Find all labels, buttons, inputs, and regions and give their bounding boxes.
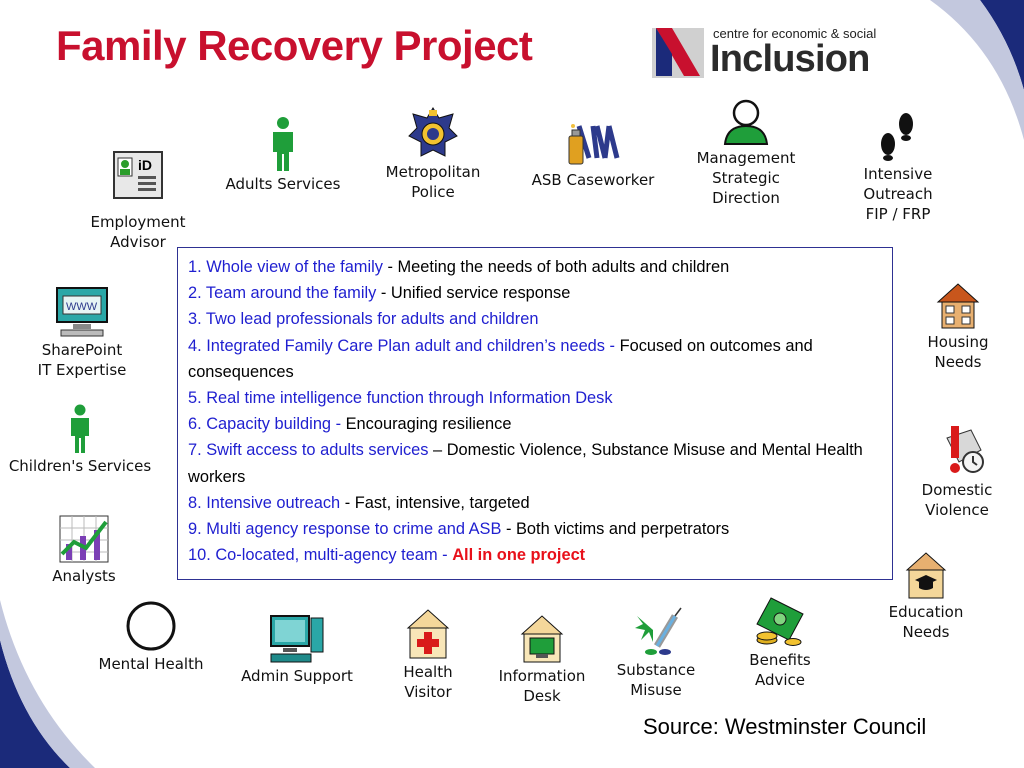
label-line: SharePoint [41,341,123,359]
label-line: Metropolitan [385,163,481,181]
label-line: Visitor [404,683,452,701]
footprints-icon [874,112,922,162]
actor-sharepoint [30,286,134,380]
actor-housing-needs [913,280,1003,372]
label-line: ASB Caseworker [531,171,655,189]
actor-childrens-services [5,404,155,476]
alert-clock-icon [929,424,985,478]
principle-item [188,411,882,437]
label-line: Police [411,183,455,201]
label-line: IT Expertise [37,361,127,379]
manager-person-icon [721,96,771,146]
principles-box [177,247,893,580]
principle-item [188,306,882,332]
actor-employment-advisor [88,150,188,252]
principle-detail: - Fast, intensive, targeted [340,493,530,512]
label-line: Outreach [863,185,933,203]
school-house-icon [903,550,949,600]
police-badge-icon [407,106,459,160]
label-line: Children's Services [8,457,152,475]
svg-text:iD: iD [138,157,152,173]
label-line: Misuse [630,681,682,699]
line-chart-icon [58,514,110,564]
principle-lead: 8. Intensive outreach [188,493,341,512]
id-card-icon [112,150,164,202]
label-line: Substance [616,661,696,679]
actor-benefits-advice [738,596,822,690]
principle-lead: 2. Team around the family [188,284,377,303]
label-line: Adults Services [225,175,341,193]
actor-information-desk [490,614,594,706]
principle-detail: - Unified service response [376,284,571,303]
actor-admin-support [234,614,360,686]
inclusion-logo [652,24,902,82]
principle-item [188,490,882,516]
label-line: Domestic [921,481,993,499]
principle-lead: 6. Capacity building - [188,415,346,434]
principle-lead: 4. Integrated Family Care Plan adult and children’s needs - [188,336,620,355]
actor-adults-services [218,116,348,194]
syringe-icon [629,606,683,658]
actor-management [690,96,802,208]
actor-mental-health [92,600,210,674]
label-line: Desk [523,687,561,705]
principle-lead: 7. Swift access to adults services [188,441,429,460]
label-line: Mental Health [98,655,204,673]
money-icon [753,596,807,648]
principle-item [188,254,882,280]
logo-name: Inclusion [710,38,870,80]
actor-asb-caseworker [523,118,663,190]
child-person-icon [67,404,93,454]
actor-education-needs [880,550,972,642]
principle-detail: - Meeting the needs of both adults and children [382,258,730,276]
label-line: Employment [90,213,186,231]
inclusion-logo-mark-icon [652,24,708,80]
label-line: Information [498,667,586,685]
house-icon [934,280,982,330]
svg-text:WWW: WWW [66,301,98,313]
principle-lead: 1. Whole view of the family [188,258,383,276]
label-line: Advice [754,671,806,689]
principle-detail: – Domestic Violence, Substance Misuse and Mental Health workers [188,441,863,486]
label-line: Analysts [52,567,116,585]
source-note: Source: Westminster Council [643,714,927,739]
info-desk-house-icon [520,614,564,664]
actor-analysts [40,514,128,586]
logo-tagline: centre for economic & social [713,26,877,41]
circle-icon [124,600,178,652]
principle-item [188,542,882,568]
www-computer-icon [55,286,109,338]
label-line: Health [403,663,453,681]
hospital-icon [406,608,450,660]
principle-lead: 9. Multi agency response to crime and ASB [188,520,502,539]
principle-emphasis: All in one project [452,546,586,565]
label-line: Violence [925,501,989,519]
label-line: Housing [927,333,989,351]
principle-item [188,280,882,306]
page-title: Family Recovery Project [56,22,533,69]
principle-item [188,385,882,411]
graffiti-spray-icon [565,118,621,168]
label-line: Needs [934,353,982,371]
principle-lead: 10. Co-located, multi-agency team - [188,546,453,565]
principle-item [188,516,882,542]
principle-item [188,333,882,385]
label-line: Admin Support [241,667,353,685]
label-line: Intensive [863,165,933,183]
label-line: Management [696,149,796,167]
desktop-computer-icon [269,614,325,664]
principle-detail: Encouraging resilience [345,415,512,434]
principle-lead: 5. Real time intelligence function through Information Desk [188,389,613,408]
actor-domestic-violence [910,424,1004,520]
actor-metropolitan-police [378,106,488,202]
actor-intensive-outreach [848,112,948,224]
person-icon [268,116,298,172]
label-line: FIP / FRP [865,205,931,223]
actor-substance-misuse [608,606,704,700]
principle-detail: Focused on outcomes and consequences [188,336,813,381]
principle-detail: - Both victims and perpetrators [501,520,730,539]
actor-health-visitor [390,608,466,702]
label-line: Education [888,603,964,621]
label-line: Needs [902,623,950,641]
label-line: Benefits [749,651,811,669]
label-line: Strategic [712,169,780,187]
principle-item [188,437,882,489]
principle-lead: 3. Two lead professionals for adults and children [188,310,539,329]
label-line: Direction [712,189,780,207]
label-line: Advisor [110,233,166,251]
